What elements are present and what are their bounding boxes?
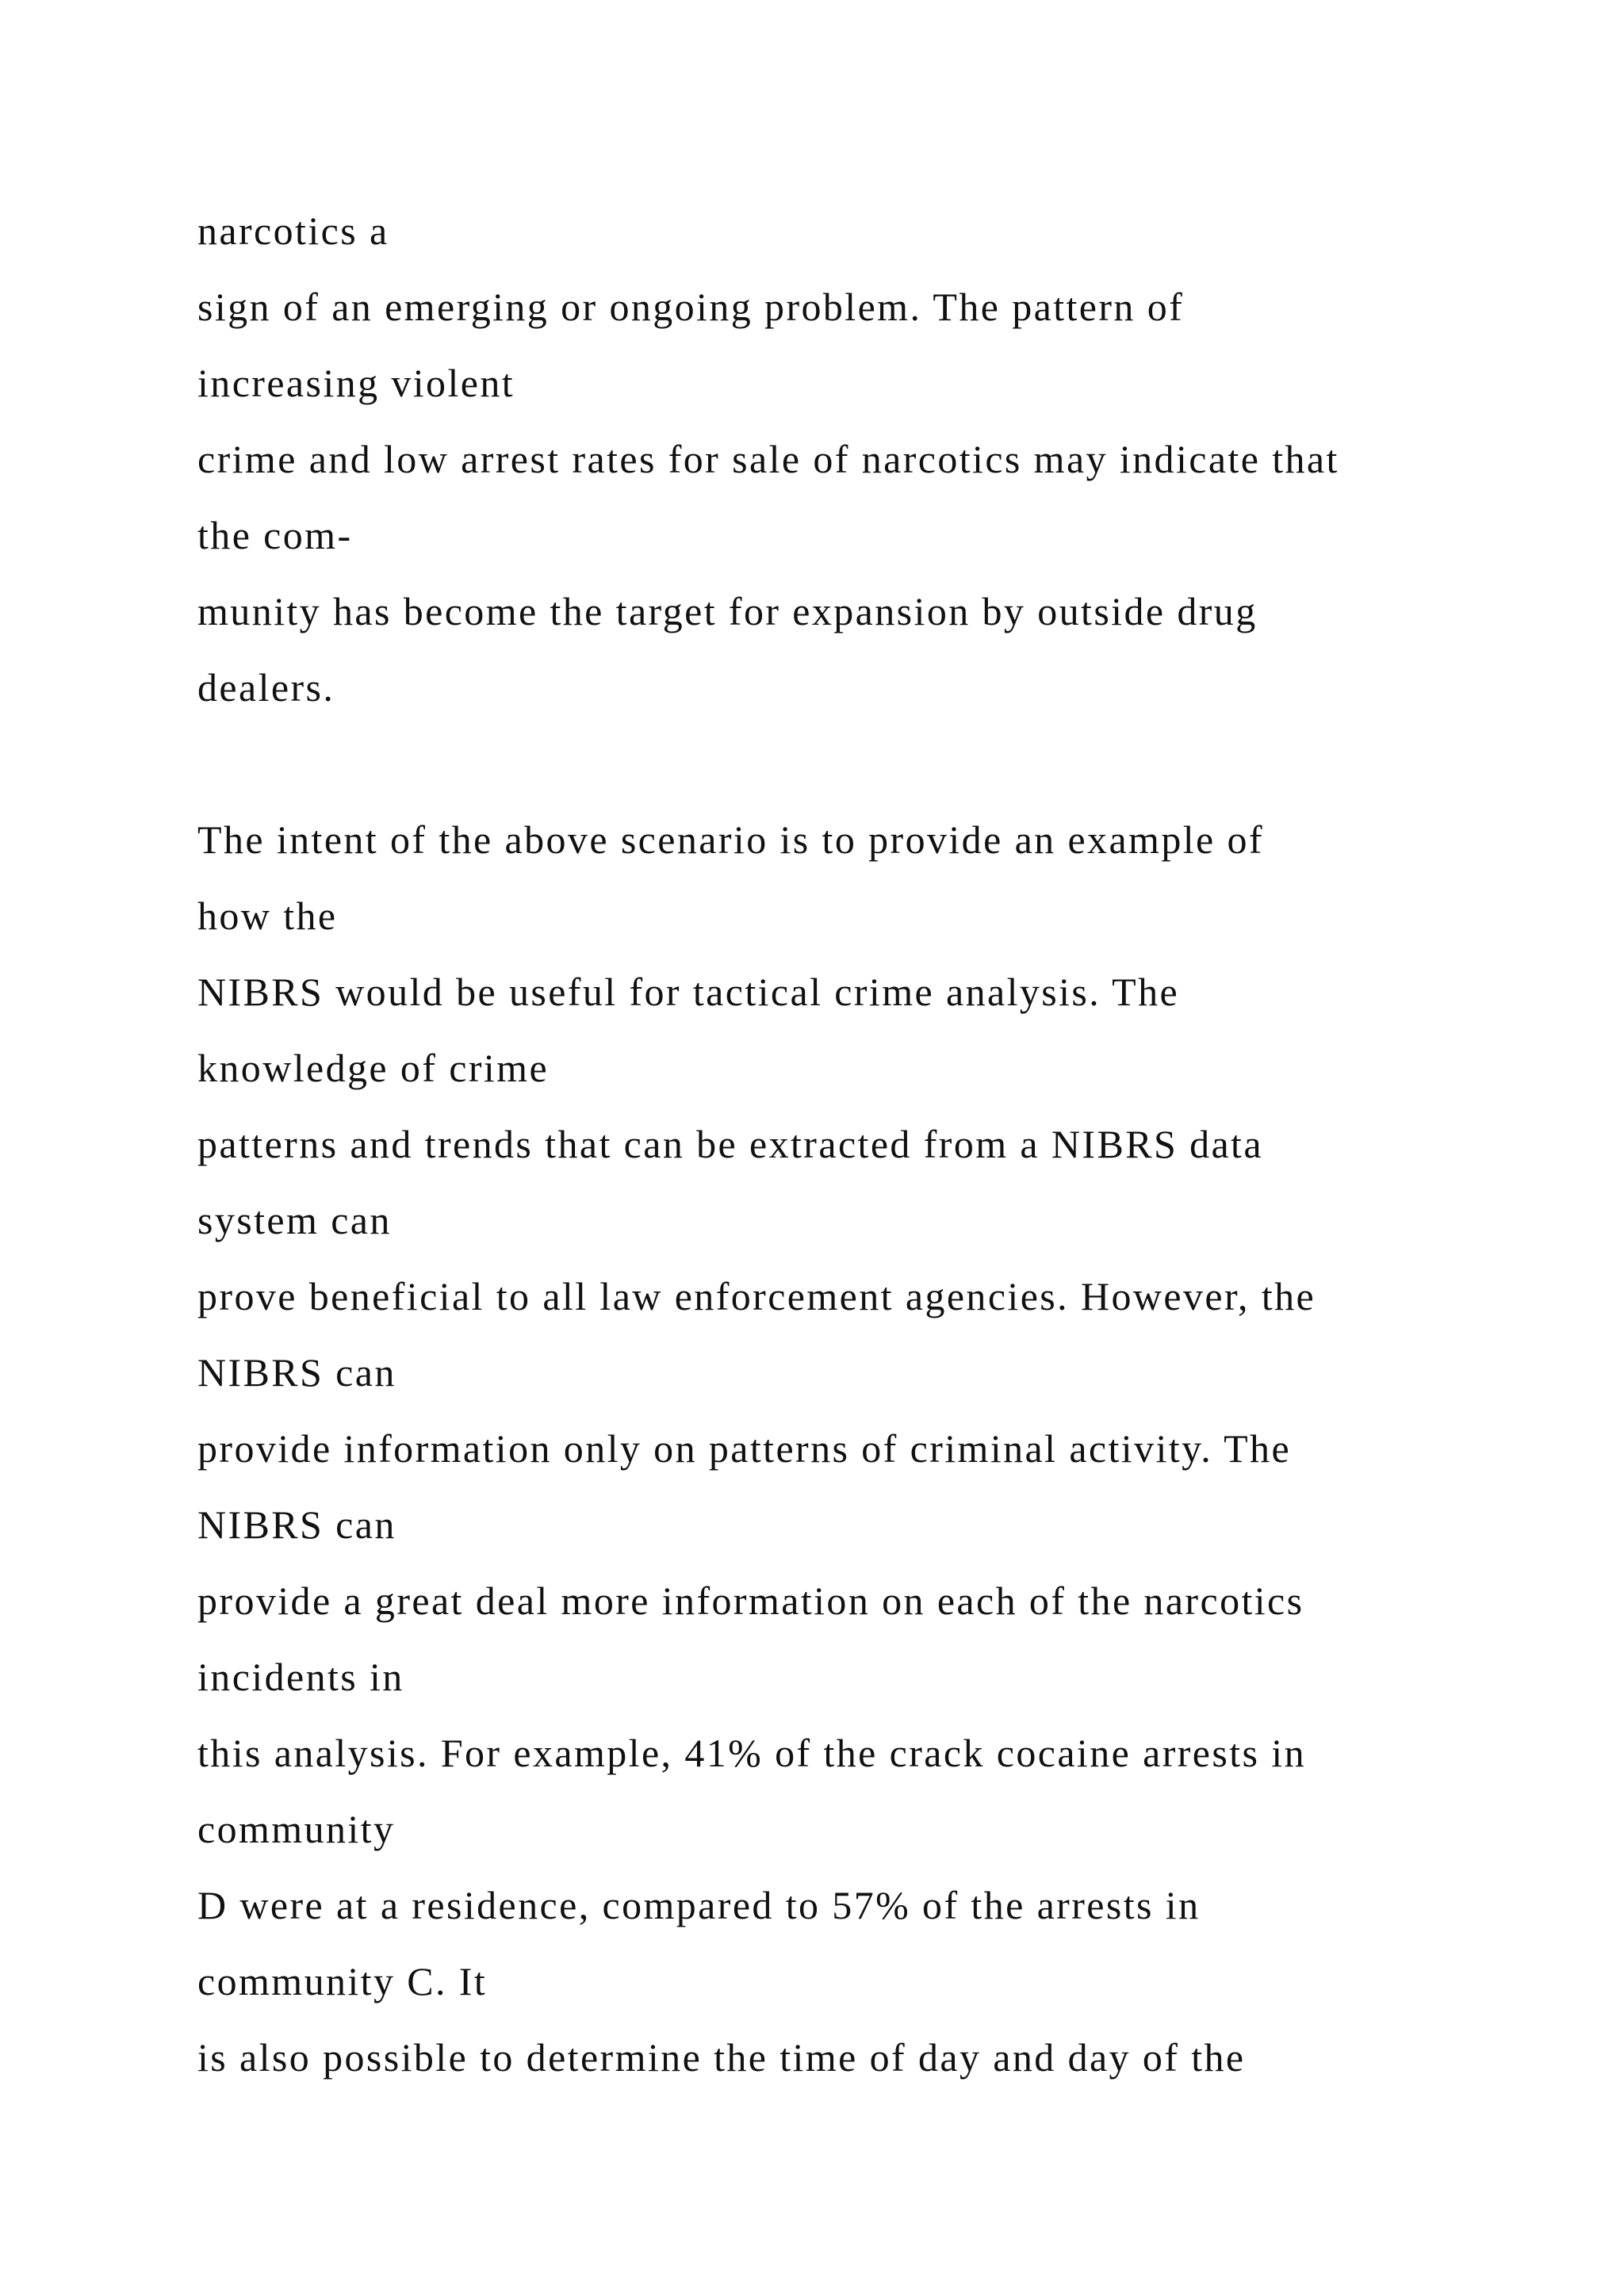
- text-line: sign of an emerging or ongoing problem. The pattern of: [197, 285, 1185, 329]
- document-body-text: [197, 193, 1545, 2095]
- text-line: incidents in: [197, 1655, 404, 1699]
- text-line: is also possible to determine the time of day and day of the: [197, 2035, 1246, 2080]
- text-line: NIBRS would be useful for tactical crime analysis. The: [197, 970, 1180, 1014]
- text-line: NIBRS can: [197, 1502, 396, 1547]
- text-line: NIBRS can: [197, 1350, 396, 1395]
- text-line: the com-: [197, 513, 353, 557]
- text-line: community: [197, 1807, 396, 1851]
- text-line: dealers.: [197, 665, 335, 710]
- text-line: prove beneficial to all law enforcement agencies. However, the: [197, 1274, 1316, 1318]
- text-line: munity has become the target for expansion by outside drug: [197, 589, 1258, 633]
- text-line: increasing violent: [197, 361, 515, 405]
- text-line: this analysis. For example, 41% of the crack cocaine arrests in: [197, 1731, 1307, 1775]
- text-line: community C. It: [197, 1959, 488, 2003]
- text-line: D were at a residence, compared to 57% of the arrests in: [197, 1883, 1201, 1927]
- paragraph-break: [197, 725, 1545, 802]
- text-line: how the: [197, 894, 338, 938]
- text-line: The intent of the above scenario is to provide an example of: [197, 817, 1264, 862]
- text-line: provide a great deal more information on each of the narcotics: [197, 1578, 1304, 1623]
- text-line: narcotics a: [197, 209, 389, 253]
- text-line: provide information only on patterns of criminal activity. The: [197, 1426, 1292, 1471]
- text-line: knowledge of crime: [197, 1046, 550, 1090]
- text-line: patterns and trends that can be extracted from a NIBRS data: [197, 1122, 1263, 1166]
- text-line: crime and low arrest rates for sale of narcotics may indicate that: [197, 437, 1339, 481]
- text-line: system can: [197, 1198, 392, 1242]
